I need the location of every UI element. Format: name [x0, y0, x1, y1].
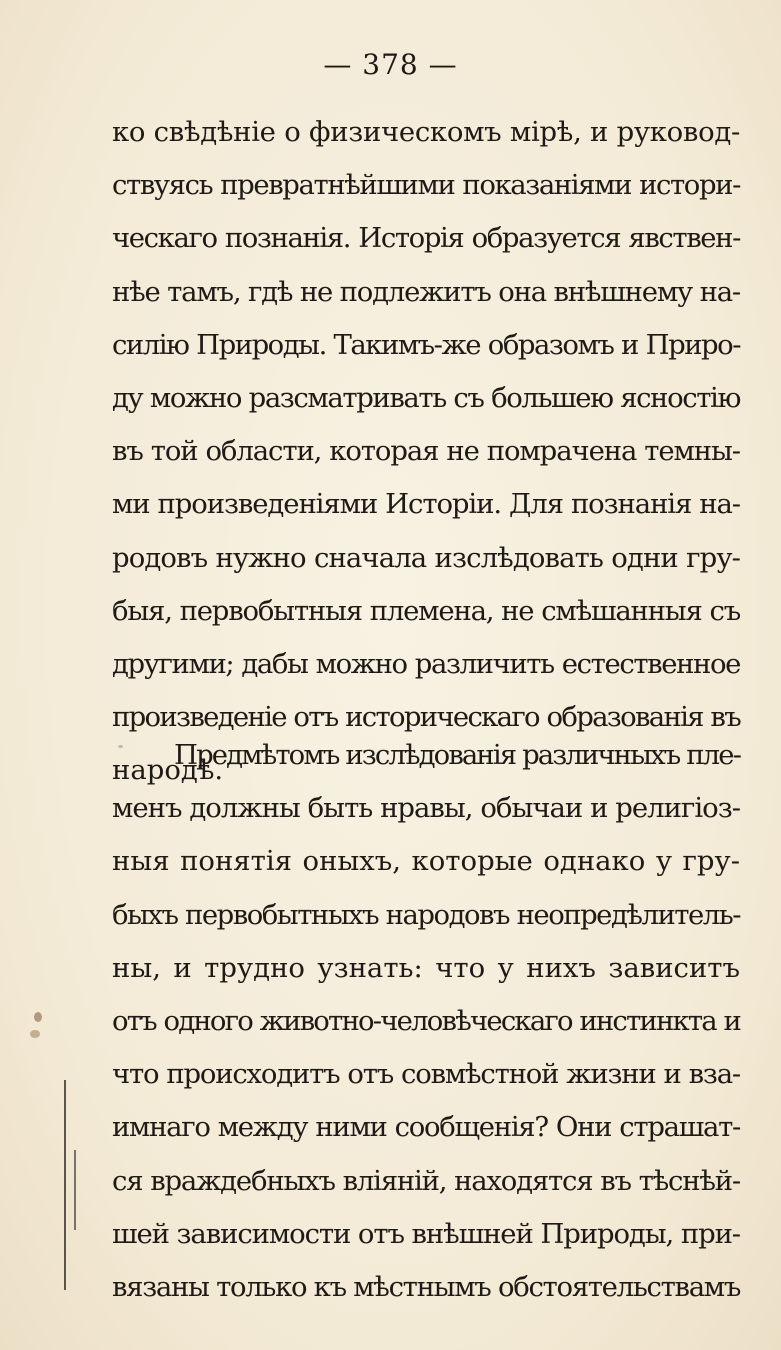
ink-stain — [34, 1012, 42, 1022]
text-line: народѣ. — [112, 754, 224, 787]
text-line: родовъ нужно сначала изслѣдовать одни гру- — [112, 541, 740, 574]
text-line: отъ одного животно-человѣческаго инстинкта и — [112, 1004, 740, 1037]
text-line: ду можно разсматривать съ большею ясностію — [112, 381, 740, 414]
text-line: менъ должны быть нравы, обычаи и религіоз- — [112, 792, 740, 825]
text-line: ся враждебныхъ вліяній, находятся въ тѣснѣй- — [112, 1164, 740, 1197]
text-line: ко свѣдѣніе о физическомъ мірѣ, и руковод- — [112, 116, 740, 148]
text-line: Предмѣтомъ изслѣдованія различныхъ пле- — [174, 739, 740, 771]
text-line: шей зависимости отъ внѣшней Природы, при- — [112, 1217, 740, 1250]
text-line: быхъ первобытныхъ народовъ неопредѣлитель- — [112, 898, 740, 931]
text-line: ческаго познанія. Исторія образуется явствен- — [112, 222, 740, 255]
paragraph-1 — [112, 106, 740, 797]
ink-stain — [118, 745, 123, 748]
text-line: ныя понятія оныхъ, которые однако у гру- — [112, 845, 740, 878]
text-line: нѣе тамъ, гдѣ не подлежитъ она внѣшнему на- — [112, 275, 740, 308]
page-number: — 378 — — [323, 48, 458, 81]
text-line: ны, и трудно узнать: что у нихъ зависитъ — [112, 951, 740, 984]
text-line: силію Природы. Такимъ-же образомъ и Приро- — [112, 328, 740, 361]
text-line: произведеніе отъ историческаго образованія въ — [112, 701, 740, 734]
ink-stain — [30, 1030, 40, 1038]
text-line: вязаны только къ мѣстнымъ обстоятельствамъ — [112, 1270, 741, 1303]
text-line: что происходитъ отъ совмѣстной жизни и вза- — [112, 1058, 740, 1091]
text-line: имнаго между ними сообщенія? Они страшат- — [112, 1111, 740, 1144]
text-line: ми произведеніями Исторіи. Для познанія на- — [112, 488, 740, 521]
paragraph-2 — [112, 729, 740, 1314]
margin-pencil-mark — [64, 1080, 66, 1290]
text-line: ствуясь превратнѣйшими показаніями истори- — [112, 169, 740, 202]
text-line: другими; дабы можно различить естественное — [112, 647, 740, 680]
text-line: въ той области, которая не помрачена темны- — [112, 435, 740, 468]
text-line: быя, первобытныя племена, не смѣшанныя съ — [112, 594, 740, 627]
margin-pencil-mark — [74, 1150, 76, 1230]
